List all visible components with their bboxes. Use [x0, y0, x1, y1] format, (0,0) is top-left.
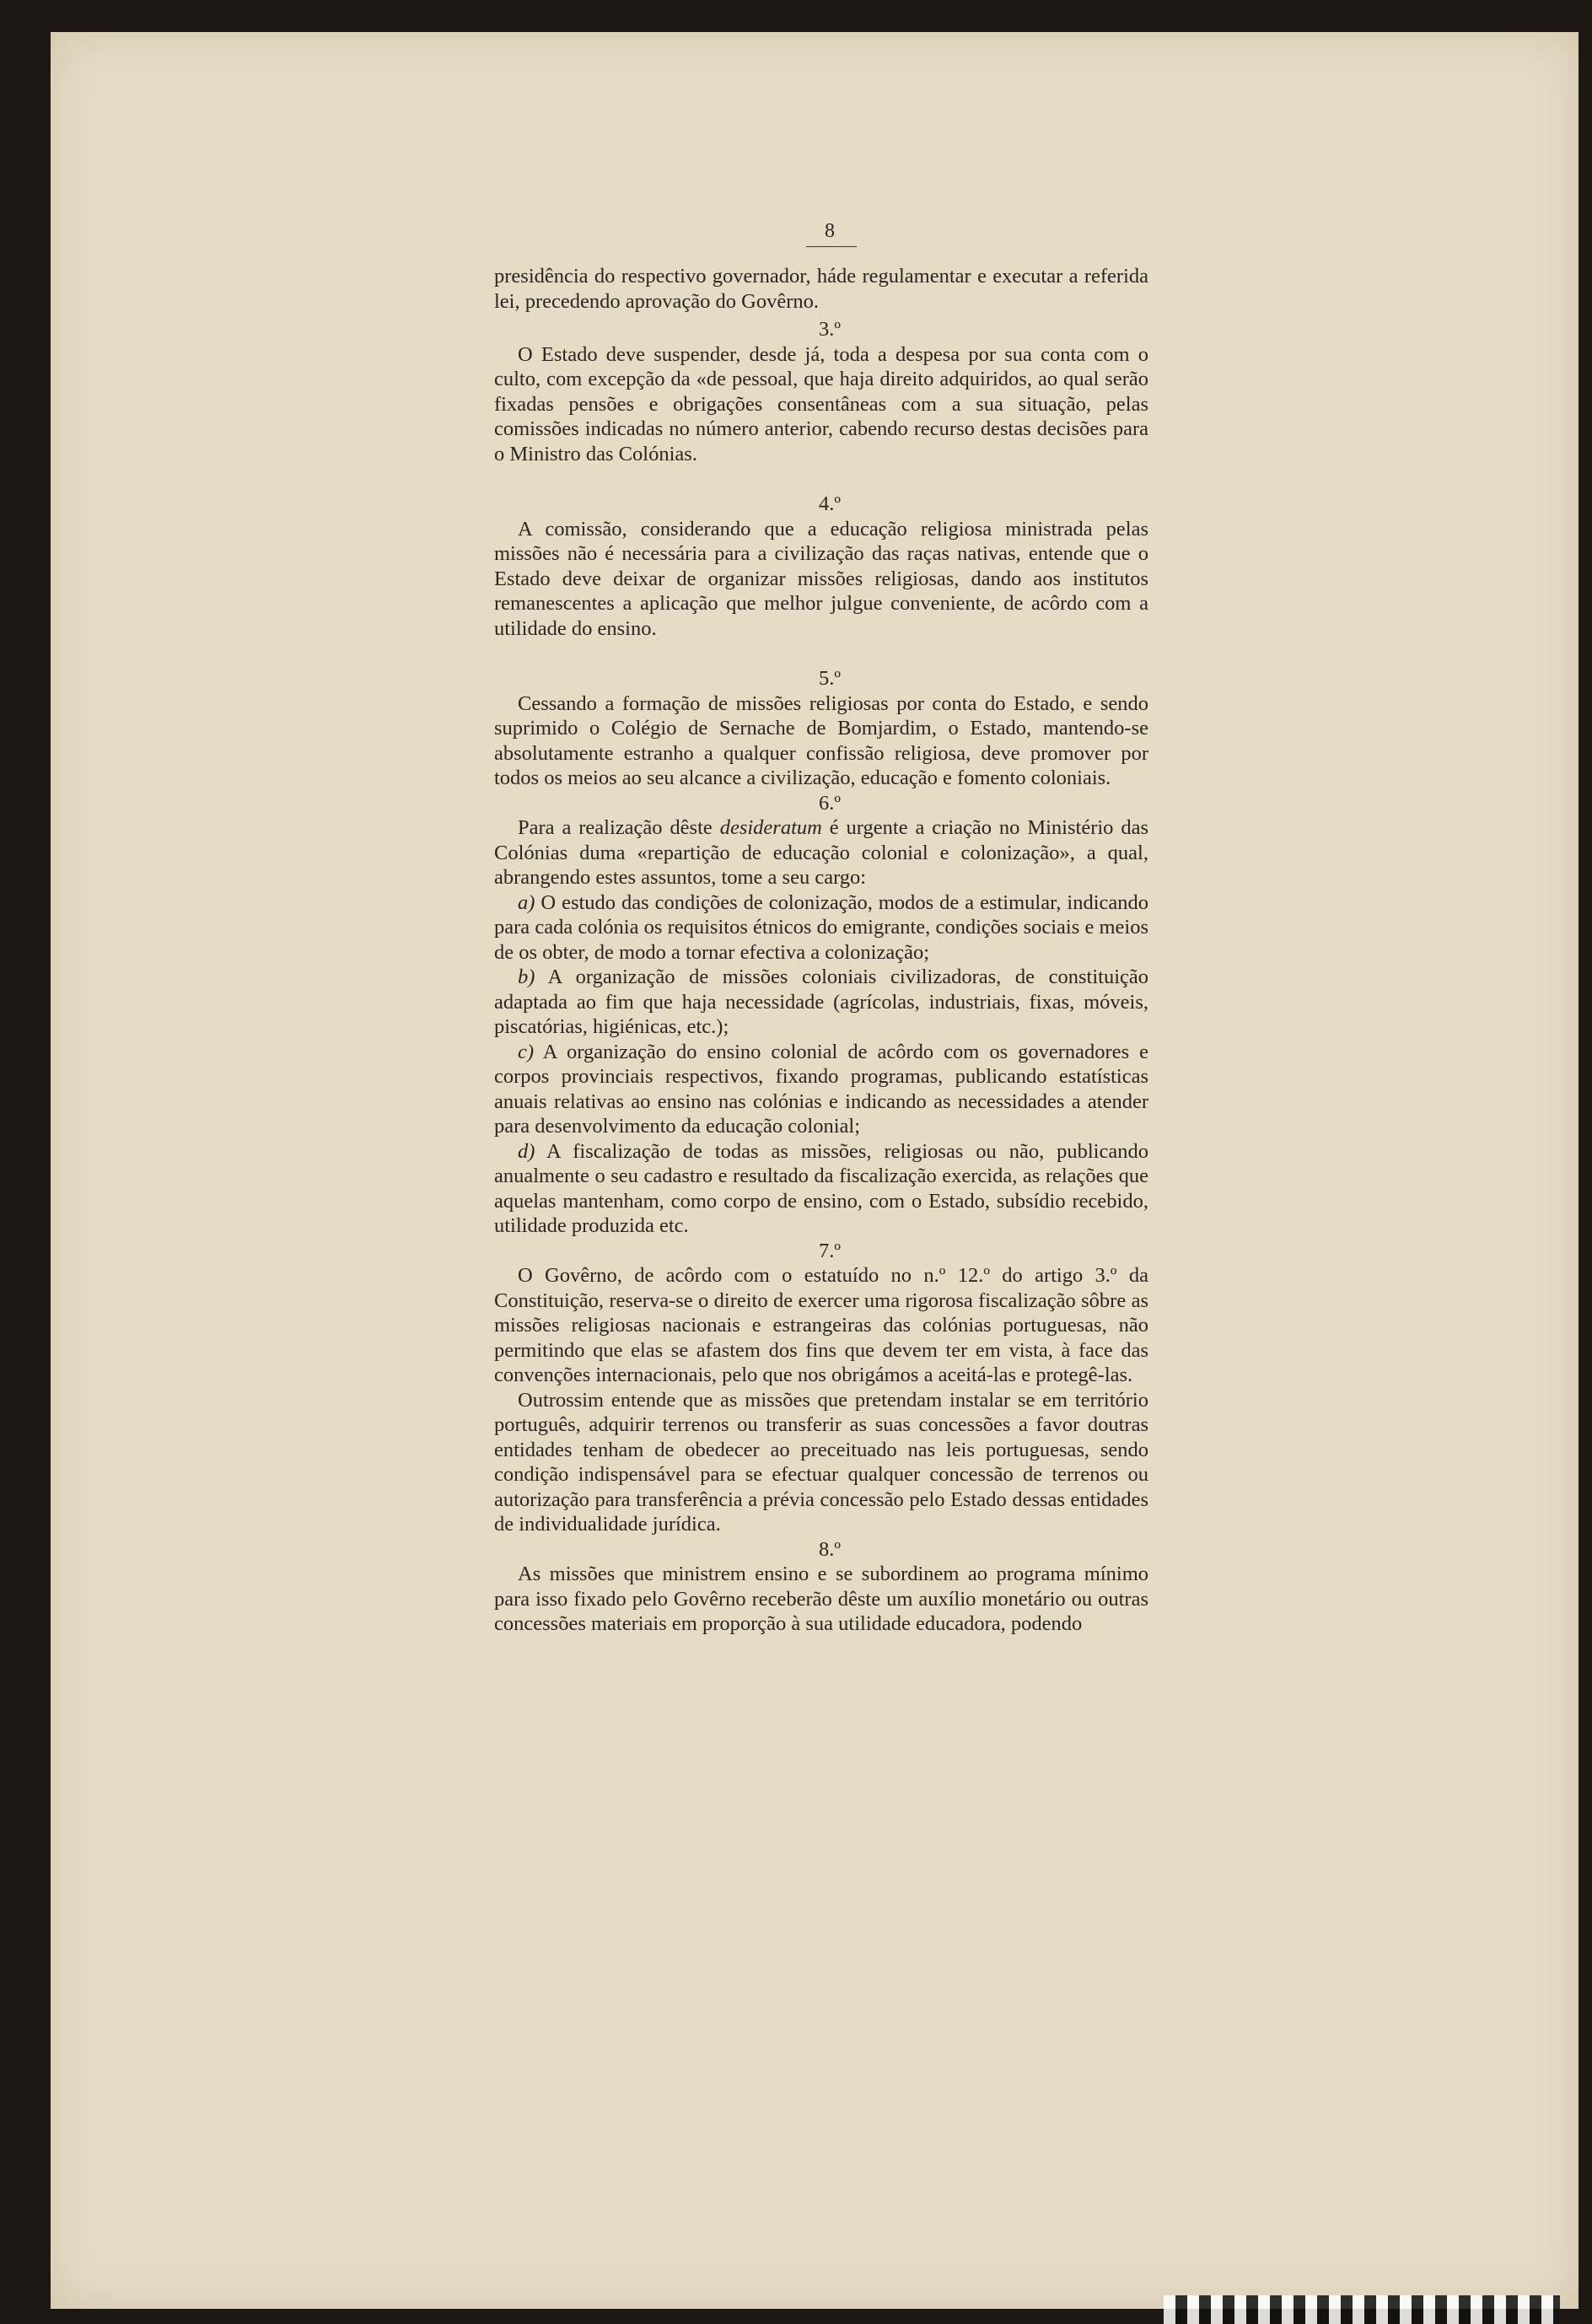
item-text: O estudo das condições de colonização, modos de a estimular, indicando para cada colónia os requisitos étnicos do emigrante, condições sociais e meios de os obter, de modo a tornar efectiva a colonização;	[494, 890, 1149, 964]
item-letter: c)	[518, 1040, 535, 1063]
item-text: A organização de missões coloniais civilizadoras, de constituição adaptada ao fim que haja necessidade (agrícolas, industriais, fixas, móveis, piscatórias, higiénicas, etc.);	[494, 966, 1148, 1038]
section-6-intro-after: é urgente a criação no Ministério das Colónias duma «repartição de educação colonial e colonização», a qual, abrangendo estes assuntos, tome a seu cargo:	[494, 816, 1148, 889]
section-6-intro-emphasis: desideratum	[719, 816, 822, 839]
page-number: 8	[825, 220, 835, 242]
section-3-paragraph: O Estado deve suspender, desde já, toda a despesa por sua conta com o culto, com excepção da «de pessoal, que haja direito adquiridos, ao qual serão fixadas pensões e obrigações consentâneas com a sua situação, pelas comissões indicadas no número anterior, cabendo recurso destas decisões para o Ministro das Colónias.	[494, 342, 1148, 465]
paper-sheet	[51, 32, 1579, 2309]
item-letter: a)	[518, 890, 535, 914]
section-6-item-c	[494, 1040, 1148, 1139]
section-6-item-a	[494, 890, 1148, 966]
section-6-intro	[494, 815, 1148, 890]
section-6-item-d	[494, 1139, 1148, 1239]
intro-paragraph: presidência do respectivo governador, háde regulamentar e executar a referida lei, precedendo aprovação do Govêrno.	[494, 265, 1148, 313]
item-letter: b)	[518, 966, 535, 988]
section-heading-6: 6.º	[819, 791, 841, 815]
section-7-paragraph-1: O Govêrno, de acôrdo com o estatuído no n.º 12.º do artigo 3.º da Constituição, reserva-se o direito de exercer uma rigorosa fiscalização sôbre as missões religiosas nacionais e estrangeiras das colónias portuguesas, não permitindo que elas se afastem dos fins que devem ter em vista, à face das convenções internacionais, pelo que nos obrigámos a aceitá-las e protegê-las.	[494, 1264, 1148, 1386]
section-heading-5: 5.º	[819, 667, 841, 690]
page-number-rule	[806, 246, 857, 247]
scan-scale-bar	[1164, 2295, 1560, 2324]
item-letter: d)	[518, 1139, 535, 1163]
section-7-paragraph-2: Outrossim entende que as missões que pretendam instalar se em território português, adquirir terrenos ou transferir as suas concessões a favor doutras entidades tenham de obedecer ao preceituado nas leis portuguesas, sendo condição indispensável para se efectuar qualquer concessão de terrenos ou autorização para transferência a prévia concessão pelo Estado dessas entidades de individualidade jurídica.	[494, 1388, 1148, 1536]
section-8-paragraph: As missões que ministrem ensino e se subordinem ao programa mínimo para isso fixado pelo Govêrno receberão dêste um auxílio monetário ou outras concessões materiais em proporção à sua utilidade educadora, podendo	[494, 1563, 1148, 1635]
section-4-paragraph: A comissão, considerando que a educação religiosa ministrada pelas missões não é necessária para a civilização das raças nativas, entende que o Estado deve deixar de organizar missões religiosas, dando aos institutos remanescentes a aplicação que melhor julgue conveniente, de acôrdo com a utilidade do ensino.	[494, 517, 1148, 640]
section-heading-8: 8.º	[819, 1537, 841, 1561]
section-6-item-b	[494, 965, 1148, 1040]
section-heading-3: 3.º	[819, 318, 841, 341]
item-text: A organização do ensino colonial de acôrdo com os governadores e corpos provinciais respectivos, fixando programas, publicando estatísticas anuais relativas ao ensino nas colónias e indicando as necessidades a atender para desenvolvimento da educação colonial;	[494, 1040, 1148, 1138]
section-heading-4: 4.º	[819, 492, 841, 515]
section-heading-7: 7.º	[819, 1239, 841, 1262]
section-5-paragraph: Cessando a formação de missões religiosas por conta do Estado, e sendo suprimido o Colégio de Sernache de Bomjardim, o Estado, mantendo-se absolutamente estranho a qualquer confissão religiosa, deve promover por todos os meios ao seu alcance a civilização, educação e fomento coloniais.	[494, 691, 1148, 789]
item-text: A fiscalização de todas as missões, religiosas ou não, publicando anualmente o seu cadastro e resultado da fiscalização exercida, as relações que aquelas mantenham, como corpo de ensino, com o Estado, subsídio recebido, utilidade produzida etc.	[494, 1139, 1148, 1237]
page-text	[494, 219, 1148, 1637]
section-6-intro-before: Para a realização dêste	[518, 816, 713, 839]
